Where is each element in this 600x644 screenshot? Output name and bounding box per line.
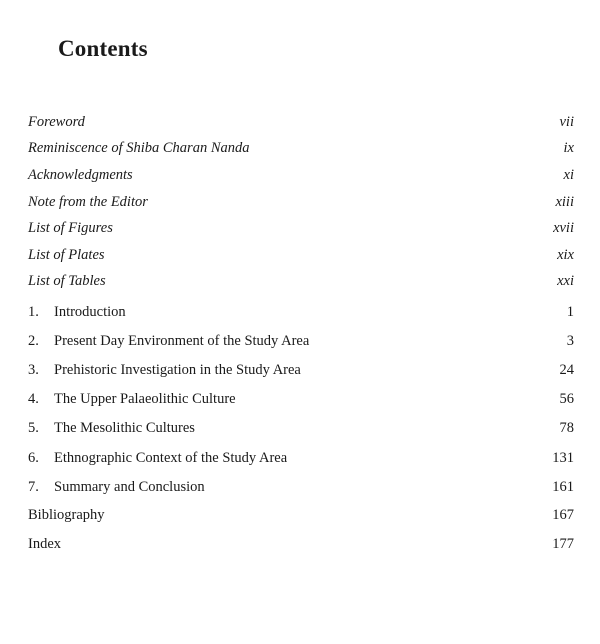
toc-entry-page: 177 (552, 536, 574, 553)
toc-entry[interactable] (28, 501, 574, 530)
toc-entry[interactable] (28, 269, 574, 296)
chapter-title: Summary and Conclusion (54, 478, 205, 495)
back-matter-list (28, 501, 574, 559)
chapter-title: The Upper Palaeolithic Culture (54, 391, 236, 408)
toc-chapter[interactable] (28, 385, 574, 414)
toc-entry-page: xiii (555, 193, 574, 210)
page-title: Contents (58, 36, 148, 61)
chapter-number: 7. (28, 478, 39, 495)
chapter-list (28, 298, 574, 502)
chapter-title: Prehistoric Investigation in the Study Area (54, 362, 301, 379)
chapter-page: 78 (559, 420, 574, 437)
chapter-title: Ethnographic Context of the Study Area (54, 449, 288, 466)
toc-entry-title: Bibliography (28, 507, 105, 524)
chapter-number: 3. (28, 362, 39, 379)
toc-entry[interactable] (28, 530, 574, 559)
chapter-number: 5. (28, 420, 39, 437)
toc-entry-title: Acknowledgments (28, 166, 133, 183)
toc-chapter[interactable] (28, 414, 574, 443)
toc-chapter[interactable] (28, 443, 574, 472)
chapter-number: 6. (28, 449, 39, 466)
chapter-page: 56 (559, 391, 574, 408)
chapter-page: 3 (566, 333, 574, 350)
chapter-title: Present Day Environment of the Study Area (54, 333, 310, 350)
toc-entry-title: List of Figures (28, 220, 113, 237)
toc-entry-title: Index (28, 536, 62, 553)
toc-chapter[interactable] (28, 473, 574, 502)
toc-entry[interactable] (28, 109, 574, 136)
toc-entry-page: xvii (553, 220, 574, 237)
chapter-number: 2. (28, 333, 39, 350)
toc-chapter[interactable] (28, 356, 574, 385)
chapter-page: 24 (559, 362, 574, 379)
chapter-title: Introduction (54, 304, 126, 321)
toc-entry-page: xxi (557, 273, 574, 290)
chapter-title: The Mesolithic Cultures (54, 420, 195, 437)
toc-entry-title: Foreword (28, 113, 85, 130)
toc-chapter[interactable] (28, 327, 574, 356)
toc-entry[interactable] (28, 162, 574, 189)
toc-entry-page: ix (563, 140, 574, 157)
chapter-page: 131 (552, 449, 574, 466)
toc-entry[interactable] (28, 215, 574, 242)
toc-entry-title: List of Plates (28, 246, 105, 263)
toc-entry-page: vii (559, 113, 574, 130)
toc-entry-title: Note from the Editor (28, 193, 148, 210)
toc-entry-page: xi (563, 166, 574, 183)
chapter-page: 1 (566, 304, 574, 321)
toc-chapter[interactable] (28, 298, 574, 327)
toc-entry-page: 167 (552, 507, 574, 524)
toc-entry-page: xix (557, 246, 574, 263)
toc-entry[interactable] (28, 136, 574, 163)
toc-entry[interactable] (28, 189, 574, 216)
front-matter-list (28, 109, 574, 295)
chapter-number: 4. (28, 391, 39, 408)
toc-entry[interactable] (28, 242, 574, 269)
toc-entry-title: List of Tables (28, 273, 106, 290)
chapter-number: 1. (28, 304, 39, 321)
toc-entry-title: Reminiscence of Shiba Charan Nanda (28, 140, 250, 157)
chapter-page: 161 (552, 478, 574, 495)
